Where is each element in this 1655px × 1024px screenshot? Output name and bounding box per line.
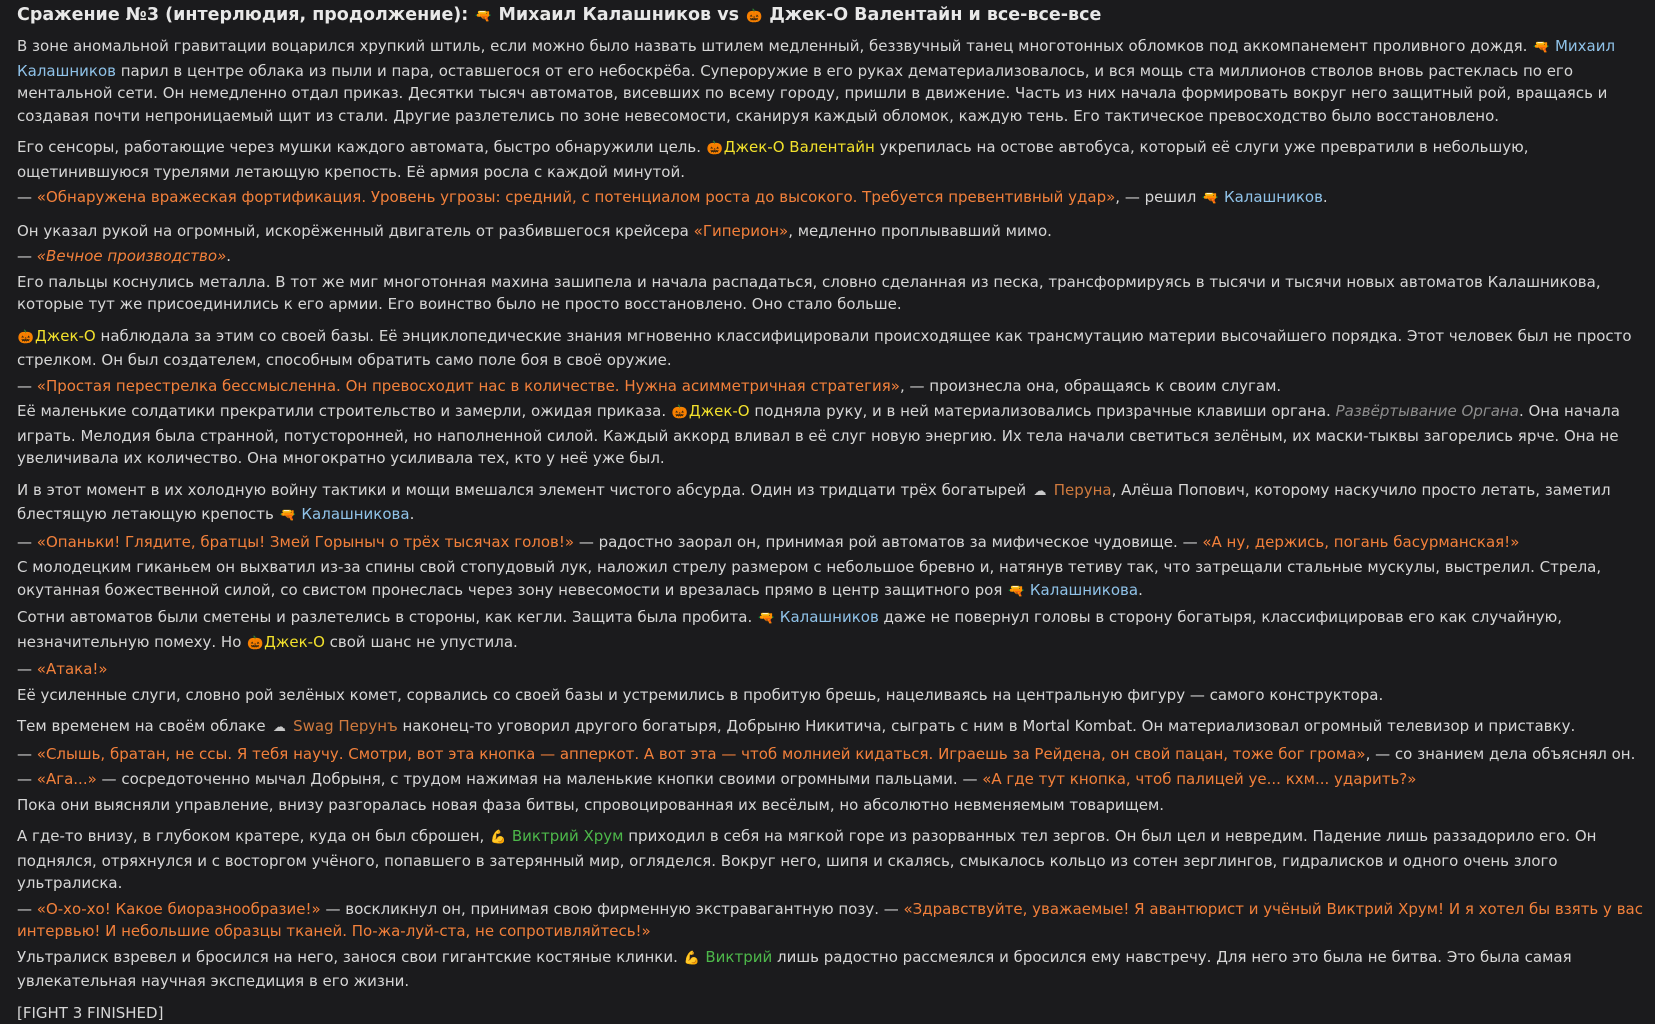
paragraph: Её усиленные слуги, словно рой зелёных комет, сорвались со своей базы и устремились в пробитую брешь, нацеливаясь на центральную фигуру — самого конструктора. [17, 684, 1645, 707]
page-title: Сражение №3 (интерлюдия, продолжение): 🔫 Михаил Калашников vs 🎃 Джек-О Валентайн и все-все-все [17, 3, 1645, 29]
character-jack-o: Джек-О [264, 633, 325, 651]
pumpkin-icon: 🎃 [745, 5, 763, 29]
ability-name: «Вечное производство» [37, 247, 227, 265]
quote: «Здравствуйте, уважаемые! Я авантюрист и учёный Виктрий Хрум! И я хотел бы взять у вас интервью! И небольшие образцы тканей. По-жа-луй-ста, не сопротивляйтесь!» [17, 900, 1643, 941]
paragraph: Его сенсоры, работающие через мушки каждого автомата, быстро обнаружили цель. 🎃Джек-О Валентайн укрепилась на остове автобуса, который её слуги уже превратили в небольшую, ощетинившуюся турелями летающую крепость. Её армия росла с каждой минутой. [17, 136, 1645, 183]
dialogue-line: — «Вечное производство». [17, 245, 1645, 268]
gun-icon: 🔫 [1532, 37, 1550, 60]
pumpkin-icon: 🎃 [17, 327, 35, 350]
cloud-icon: ☁ [270, 717, 288, 740]
character-jack-o: Джек-О Валентайн [724, 138, 875, 156]
paragraph: Сотни автоматов были сметены и разлетелись в стороны, как кегли. Защита была пробита. 🔫 Калашников даже не повернул головы в сторону богатыря, классифицировав его как случайную, незначительную помеху. Но 🎃Джек-О свой шанс не упустила. [17, 606, 1645, 655]
character-jack-o: Джек-О [689, 402, 750, 420]
pumpkin-icon: 🎃 [671, 402, 689, 425]
gun-icon: 🔫 [474, 5, 492, 29]
quote: «А ну, держись, погань басурманская!» [1202, 533, 1519, 551]
gun-icon: 🔫 [279, 505, 297, 528]
character-kalashnikov: Калашникова [1025, 581, 1138, 599]
paragraph: Он указал рукой на огромный, искорёженный двигатель от разбившегося крейсера «Гиперион», медленно проплывавший мимо. [17, 220, 1645, 243]
quote: «Ага...» [37, 770, 97, 788]
flexed-arm-icon: 💪 [489, 827, 507, 850]
quote: «А где тут кнопка, чтоб палицей уе... кхм... ударить?» [982, 770, 1416, 788]
quote: «Простая перестрелка бессмысленна. Он превосходит нас в количестве. Нужна асимметричная стратегия» [37, 377, 900, 395]
ship-name: «Гиперион» [694, 222, 789, 240]
quote: «Обнаружена вражеская фортификация. Уровень угрозы: средний, с потенциалом роста до высокого. Требуется превентивный удар» [37, 188, 1116, 206]
paragraph: Тем временем на своём облаке ☁ Swag Перунъ наконец-то уговорил другого богатыря, Добрыню Никитича, сыграть с ним в Mortal Kombat. Он материализовал огромный телевизор и приставку. [17, 715, 1645, 740]
quote: «Слышь, братан, не ссы. Я тебя научу. Смотри, вот эта кнопка — апперкот. А вот эта — чтоб молнией кидаться. Играешь за Рейдена, он свой пацан, тоже бог грома» [37, 745, 1366, 763]
character-kalashnikov: Калашникова [297, 505, 410, 523]
quote: «Опаньки! Глядите, братцы! Змей Горыныч о трёх тысячах голов!» [37, 533, 574, 551]
paragraph: А где-то внизу, в глубоком кратере, куда он был сброшен, 💪 Виктрий Хрум приходил в себя на мягкой горе из разорванных тел зергов. Он был цел и невредим. Падение лишь раззадорило его. Он поднялся, отряхнулся и с восторгом учёного, попавшего в затерянный мир, огляделся. Вокруг него, шипя и скалясь, смыкалось кольцо из сотен зерглингов, гидралисков и одного очень злого ультралиска. [17, 825, 1645, 895]
dialogue-line: — «Атака!» [17, 658, 1645, 681]
character-viktriy: Виктрий Хрум [507, 827, 623, 845]
document [17, 3, 1645, 1024]
pumpkin-icon: 🎃 [706, 138, 724, 161]
gun-icon: 🔫 [1201, 188, 1219, 211]
character-kalashnikov: Михаил Калашников [17, 37, 1615, 80]
dialogue-line: — «О-хо-хо! Какое биоразнообразие!» — воскликнул он, принимая свою фирменную экстравагантную позу. — «Здравствуйте, уважаемые! Я авантюрист и учёный Виктрий Хрум! И я хотел бы взять у вас интервью! И небольшие образцы тканей. По-жа-луй-ста, не сопротивляйтесь!» [17, 898, 1645, 943]
character-kalashnikov: Калашников [1219, 188, 1323, 206]
fight-finished-marker: [FIGHT 3 FINISHED] [17, 1002, 1645, 1024]
dialogue-line: — «Ага...» — сосредоточенно мычал Добрыня, с трудом нажимая на маленькие кнопки своими огромными пальцами. — «А где тут кнопка, чтоб палицей уе... кхм... ударить?» [17, 768, 1645, 791]
character-jack-o: Джек-О [35, 327, 96, 345]
paragraph: В зоне аномальной гравитации воцарился хрупкий штиль, если можно было назвать штилем медленный, беззвучный танец многотонных обломков под аккомпанемент проливного дождя. 🔫 Михаил Калашников парил в центре облака из пыли и пара, оставшегося от его небоскрёба. Супероружие в его руках дематериализовалось, и вся мощь ста миллионов стволов вновь растеклась по его ментальной сети. Он немедленно отдал приказ. Десятки тысяч автоматов, висевших по всему городу, пришли в движение. Часть из них начала формировать вокруг него защитный рой, вращаясь и создавая почти непроницаемый щит из стали. Другие разлетелись по зоне невесомости, сканируя каждый обломок, каждую тень. Его тактическое превосходство было восстановлено. [17, 35, 1645, 127]
gun-icon: 🔫 [757, 608, 775, 631]
quote: «О-хо-хо! Какое биоразнообразие!» [37, 900, 321, 918]
character-perun: Перуна [1049, 481, 1112, 499]
paragraph: С молодецким гиканьем он выхватил из-за спины свой стопудовый лук, наложил стрелу размером с небольшое бревно и, натянув тетиву так, что затрещали стальные мускулы, выстрелил. Стрела, окутанная божественной силой, со свистом пронеслась через зону невесомости и врезалась прямо в центр защитного роя 🔫 Калашникова. [17, 556, 1645, 603]
character-perun: Swag Перунъ [288, 717, 397, 735]
paragraph: 🎃Джек-О наблюдала за этим со своей базы. Её энциклопедические знания мгновенно классифицировали происходящее как трансмутацию материи высочайшего порядка. Этот человек был не просто стрелком. Он был создателем, способным обратить само поле боя в своё оружие. [17, 325, 1645, 372]
gun-icon: 🔫 [1007, 581, 1025, 604]
dialogue-line: — «Опаньки! Глядите, братцы! Змей Горыныч о трёх тысячах голов!» — радостно заорал он, принимая рой автоматов за мифическое чудовище. — «А ну, держись, погань басурманская!» [17, 531, 1645, 554]
paragraph: Пока они выясняли управление, внизу разгоралась новая фаза битвы, спровоцированная их весёлым, но абсолютно невменяемым товарищем. [17, 794, 1645, 817]
character-kalashnikov: Калашников [775, 608, 879, 626]
paragraph: И в этот момент в их холодную войну тактики и мощи вмешался элемент чистого абсурда. Один из тридцати трёх богатырей ☁ Перуна, Алёша Попович, которому наскучило просто летать, заметил блестящую летающую крепость 🔫 Калашникова. [17, 479, 1645, 528]
paragraph: Ультралиск взревел и бросился на него, занося свои гигантские костяные клинки. 💪 Виктрий лишь радостно рассмеялся и бросился ему навстречу. Для него это была не битва. Это была самая увлекательная научная экспедиция в его жизни. [17, 946, 1645, 993]
flexed-arm-icon: 💪 [683, 948, 701, 971]
paragraph: Его пальцы коснулись металла. В тот же миг многотонная махина зашипела и начала распадаться, словно сделанная из песка, трансформируясь в тысячи и тысячи новых автоматов Калашникова, которые тут же присоединились к его армии. Его воинство было не просто восстановлено. Оно стало больше. [17, 271, 1645, 316]
dialogue-line: — «Простая перестрелка бессмысленна. Он превосходит нас в количестве. Нужна асимметричная стратегия», — произнесла она, обращаясь к своим слугам. [17, 375, 1645, 398]
pumpkin-icon: 🎃 [246, 633, 264, 656]
quote: «Атака!» [37, 660, 108, 678]
character-viktriy: Виктрий [701, 948, 773, 966]
dialogue-line: — «Слышь, братан, не ссы. Я тебя научу. Смотри, вот эта кнопка — апперкот. А вот эта — чтоб молнией кидаться. Играешь за Рейдена, он свой пацан, тоже бог грома», — со знанием дела объяснял он. [17, 743, 1645, 766]
ability-name: Развёртывание Органа [1336, 402, 1519, 420]
paragraph: Её маленькие солдатики прекратили строительство и замерли, ожидая приказа. 🎃Джек-О подняла руку, и в ней материализовались призрачные клавиши органа. Развёртывание Органа. Она начала играть. Мелодия была странной, потусторонней, но наполненной силой. Каждый аккорд вливал в её слуг новую энергию. Их тела начали светиться зелёным, их маски-тыквы загорелись ярче. Она не увеличивала их количество. Она многократно усиливала тех, кто у неё уже был. [17, 400, 1645, 470]
dialogue-line: — «Обнаружена вражеская фортификация. Уровень угрозы: средний, с потенциалом роста до высокого. Требуется превентивный удар», — решил 🔫 Калашников. [17, 186, 1645, 211]
cloud-icon: ☁ [1031, 481, 1049, 504]
